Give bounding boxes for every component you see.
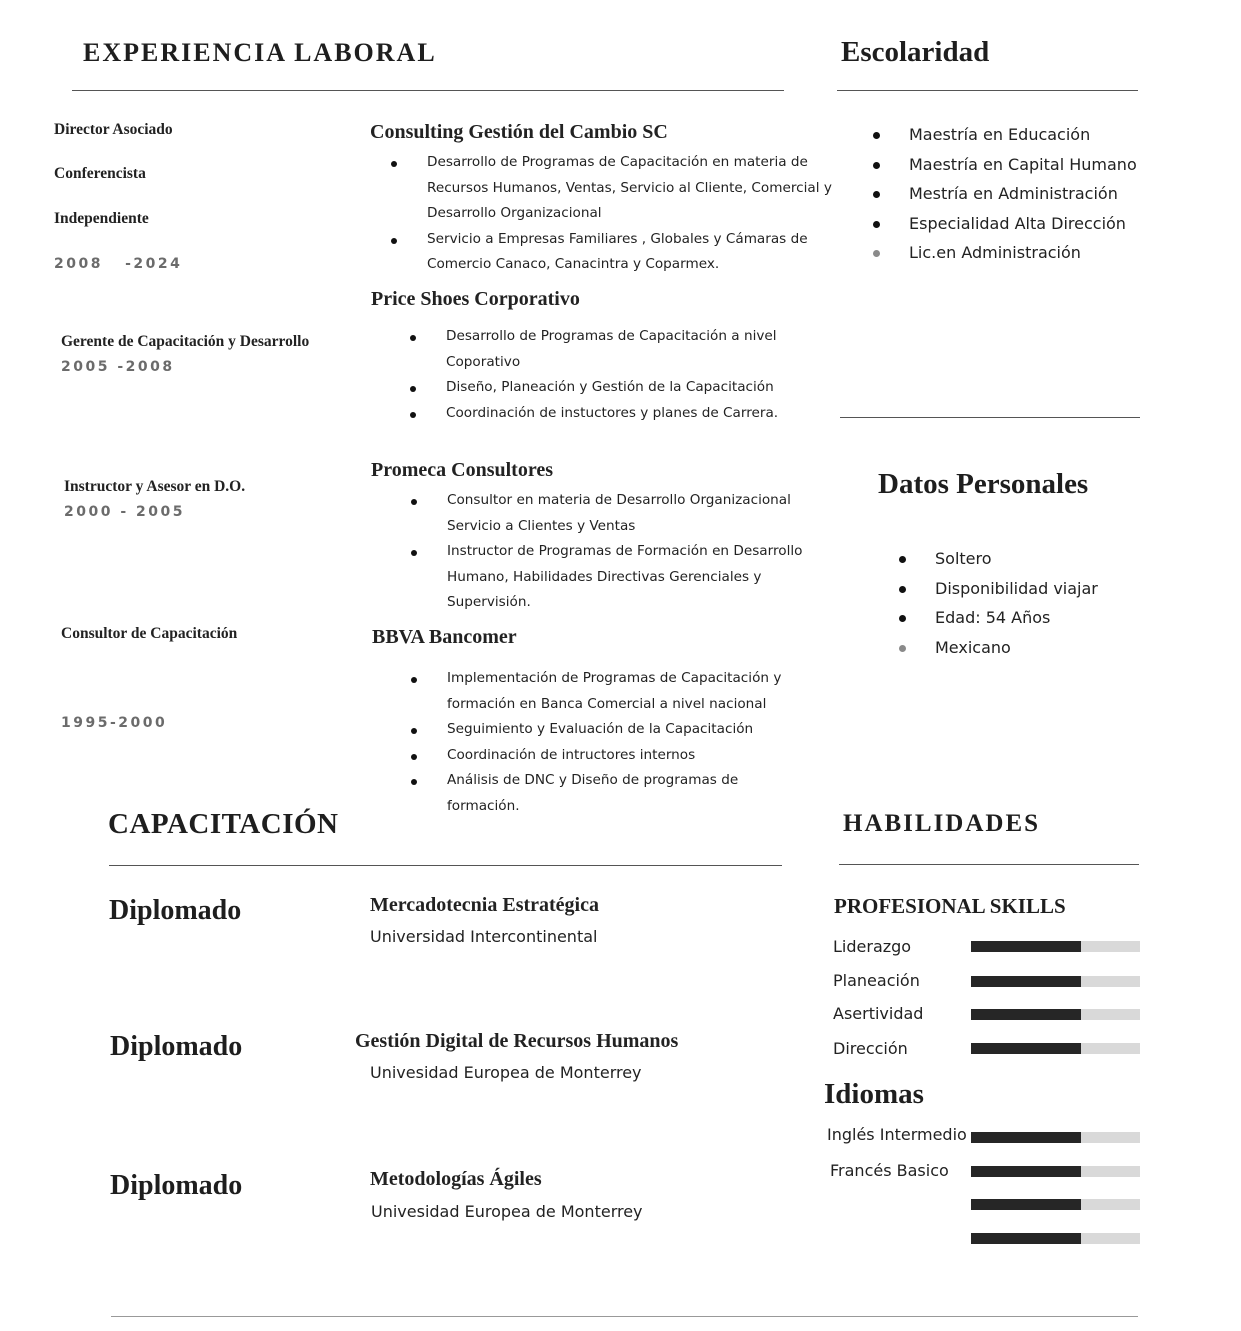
training-divider <box>109 865 782 866</box>
years-2005-2008: 2005 -2008 <box>61 359 175 375</box>
language-bar-fill <box>971 1199 1081 1210</box>
list-item: Coordinación de instuctores y planes de Carrera. <box>446 401 806 427</box>
list-item: Diseño, Planeación y Gestión de la Capacitación <box>446 375 806 401</box>
skill-label: Asertividad <box>833 1004 924 1023</box>
years-2008-2024: 2008 -2024 <box>54 256 183 272</box>
education-list <box>909 120 1209 268</box>
job-bullets <box>447 666 807 819</box>
experience-divider <box>72 90 784 91</box>
education-bottom-divider <box>840 417 1140 418</box>
skills-title: HABILIDADES <box>843 810 1041 837</box>
list-item: Desarrollo de Programas de Capacitación en materia de Recursos Humanos, Ventas, Servicio al Cliente, Comercial y Desarrollo Organizacional <box>427 150 837 227</box>
skill-bar-fill <box>971 1009 1081 1020</box>
language-bar-fill <box>971 1132 1081 1143</box>
skill-bar <box>971 1043 1140 1054</box>
role-consultor: Consultor de Capacitación <box>61 625 238 642</box>
skill-label: Planeación <box>833 971 920 990</box>
list-item: Consultor en materia de Desarrollo Organizacional Servicio a Clientes y Ventas <box>447 488 827 539</box>
language-bar-fill <box>971 1166 1081 1177</box>
list-item: Lic.en Administración <box>909 238 1209 268</box>
company-consulting: Consulting Gestión del Cambio SC <box>370 121 668 143</box>
role-independiente: Independiente <box>54 210 149 227</box>
training-type: Diplomado <box>110 1031 243 1062</box>
skill-bar-fill <box>971 941 1081 952</box>
language-label: Inglés Intermedio <box>827 1125 967 1144</box>
skill-bar-fill <box>971 1043 1081 1054</box>
personal-title: Datos Personales <box>878 468 1089 500</box>
page-bottom-divider <box>111 1316 1138 1317</box>
training-institution: Universidad Intercontinental <box>370 927 598 946</box>
skill-bar <box>971 1009 1140 1020</box>
training-type: Diplomado <box>110 1170 243 1201</box>
training-course: Gestión Digital de Recursos Humanos <box>355 1030 679 1052</box>
skill-bar <box>971 941 1140 952</box>
experience-title: EXPERIENCIA LABORAL <box>83 38 437 67</box>
language-bar <box>971 1166 1140 1177</box>
languages-title: Idiomas <box>824 1078 924 1110</box>
list-item: Mestría en Administración <box>909 179 1209 209</box>
education-title: Escolaridad <box>841 36 990 68</box>
company-promeca: Promeca Consultores <box>371 459 554 481</box>
skill-label: Dirección <box>833 1039 908 1058</box>
job-bullets <box>447 488 827 616</box>
list-item: Coordinación de intructores internos <box>447 743 807 769</box>
job-bullets <box>446 324 806 426</box>
training-type: Diplomado <box>109 895 242 926</box>
language-bar <box>971 1233 1140 1244</box>
list-item: Soltero <box>935 544 1215 574</box>
list-item: Especialidad Alta Dirección <box>909 209 1209 239</box>
language-bar-fill <box>971 1233 1081 1244</box>
training-course: Mercadotecnia Estratégica <box>370 894 599 916</box>
skill-bar-fill <box>971 976 1081 987</box>
list-item: Maestría en Capital Humano <box>909 150 1209 180</box>
list-item: Instructor de Programas de Formación en Desarrollo Humano, Habilidades Directivas Gerenciales y Supervisión. <box>447 539 827 616</box>
company-price-shoes: Price Shoes Corporativo <box>371 288 580 310</box>
education-divider <box>837 90 1138 91</box>
list-item: Seguimiento y Evaluación de la Capacitación <box>447 717 807 743</box>
skills-divider <box>839 864 1139 865</box>
list-item: Análisis de DNC y Diseño de programas de formación. <box>447 768 807 819</box>
company-bbva: BBVA Bancomer <box>372 626 517 648</box>
list-item: Maestría en Educación <box>909 120 1209 150</box>
role-conferencista: Conferencista <box>54 165 146 182</box>
training-course: Metodologías Ágiles <box>370 1168 542 1190</box>
training-institution: Univesidad Europea de Monterrey <box>370 1063 642 1082</box>
role-gerente: Gerente de Capacitación y Desarrollo <box>61 333 310 350</box>
language-bar <box>971 1199 1140 1210</box>
role-director-asociado: Director Asociado <box>54 121 173 138</box>
list-item: Desarrollo de Programas de Capacitación a nivel Coporativo <box>446 324 806 375</box>
language-bar <box>971 1132 1140 1143</box>
years-2000-2005: 2000 - 2005 <box>64 504 185 520</box>
language-label: Francés Basico <box>830 1161 949 1180</box>
personal-list <box>935 544 1215 662</box>
list-item: Disponibilidad viajar <box>935 574 1215 604</box>
role-instructor: Instructor y Asesor en D.O. <box>64 478 246 495</box>
job-bullets <box>427 150 837 278</box>
professional-skills-title: PROFESIONAL SKILLS <box>834 894 1066 918</box>
list-item: Mexicano <box>935 633 1215 663</box>
list-item: Edad: 54 Años <box>935 603 1215 633</box>
list-item: Servicio a Empresas Familiares , Globales y Cámaras de Comercio Canaco, Canacintra y Coparmex. <box>427 227 837 278</box>
skill-bar <box>971 976 1140 987</box>
skill-label: Liderazgo <box>833 937 912 956</box>
years-1995-2000: 1995-2000 <box>61 715 168 731</box>
training-institution: Univesidad Europea de Monterrey <box>371 1202 643 1221</box>
list-item: Implementación de Programas de Capacitación y formación en Banca Comercial a nivel nacional <box>447 666 807 717</box>
training-title: CAPACITACIÓN <box>108 808 339 840</box>
